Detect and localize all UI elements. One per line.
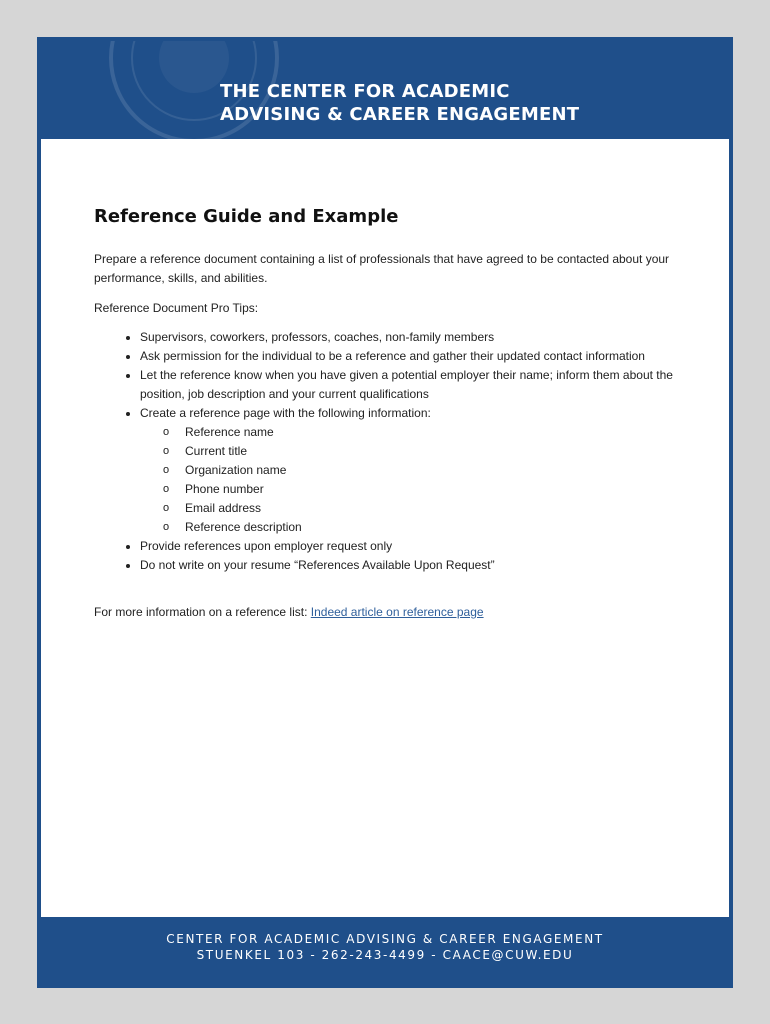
list-item	[140, 366, 706, 404]
list-item	[140, 347, 706, 366]
list-item: o Phone number	[185, 480, 706, 499]
indeed-reference-link[interactable]: Indeed article on reference page	[310, 605, 484, 619]
document-content	[94, 205, 706, 622]
list-item	[140, 537, 706, 556]
header-title	[220, 80, 579, 126]
document-page	[37, 37, 733, 988]
list-item: o Reference description	[185, 518, 706, 537]
more-info-text: For more information on a reference list:	[94, 605, 308, 619]
footer-line-1: CENTER FOR ACADEMIC ADVISING & CAREER ENGAGEMENT	[166, 932, 604, 946]
header-title-line-2: ADVISING & CAREER ENGAGEMENT	[220, 104, 580, 125]
page-footer	[41, 917, 729, 984]
header-title-line-1: THE CENTER FOR ACADEMIC	[220, 81, 510, 102]
document-title: Reference Guide and Example	[94, 206, 399, 227]
footer-line-2: STUENKEL 103 - 262-243-4499 - CAACE@CUW.EDU	[196, 948, 574, 962]
list-item	[140, 328, 706, 347]
list-item	[140, 404, 706, 537]
reference-fields-list	[140, 423, 706, 537]
list-item: o Email address	[185, 499, 706, 518]
tip-text: Let the reference know when you have given a potential employer their name; inform them about the position, job description and your current qualifications	[140, 368, 673, 401]
list-item: o Reference name	[185, 423, 706, 442]
page-header	[41, 41, 729, 139]
list-item: o Current title	[185, 442, 706, 461]
list-item: o Organization name	[185, 461, 706, 480]
tip-text: Create a reference page with the following information:	[140, 406, 431, 420]
more-info	[94, 603, 706, 622]
tip-text: Supervisors, coworkers, professors, coaches, non-family members	[140, 330, 495, 344]
document-intro: Prepare a reference document containing a list of professionals that have agreed to be contacted about your performance, skills, and abilities.	[94, 252, 670, 285]
tip-text: Provide references upon employer request only	[140, 539, 393, 553]
list-item	[140, 556, 706, 575]
tip-text: Ask permission for the individual to be a reference and gather their updated contact information	[140, 349, 645, 363]
tips-list	[94, 328, 706, 575]
tip-text: Do not write on your resume “References Available Upon Request”	[140, 558, 495, 572]
tips-heading: Reference Document Pro Tips:	[94, 301, 259, 315]
